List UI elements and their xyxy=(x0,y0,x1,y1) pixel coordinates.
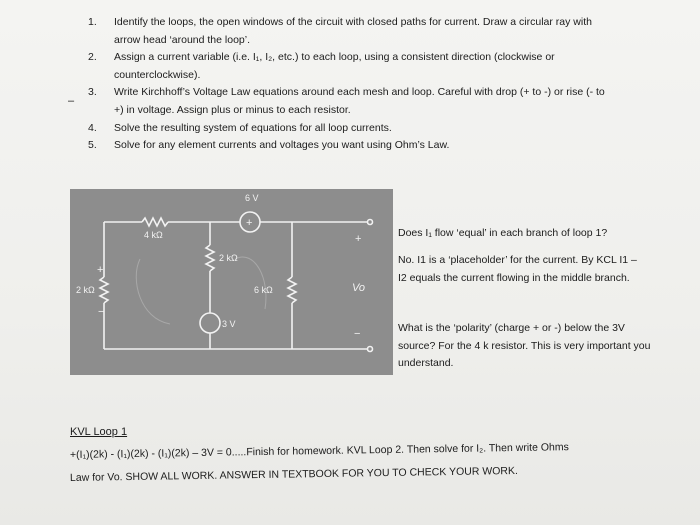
question-1: Does I₁ flow ‘equal’ in each branch of loop 1? xyxy=(398,227,608,239)
instructions-list xyxy=(88,14,648,155)
source-6v-plus: + xyxy=(246,217,253,229)
kvl-equation-line: +(I₁)(2k) - (I₁)(2k) - (I₁)(2k) – 3V = 0.....Finish for homework. KVL Loop 2. Then solve for I₂. Then write Ohms xyxy=(69,441,569,461)
resistor-4k xyxy=(142,218,168,226)
resistor-left-2k xyxy=(100,277,108,303)
terminal-top xyxy=(368,220,373,225)
left-plus: + xyxy=(97,264,104,276)
margin-dash: – xyxy=(68,95,75,107)
label-4k: 4 kΩ xyxy=(144,230,163,240)
step-5: 5. Solve for any element currents and voltages you want using Ohm’s Law. xyxy=(88,139,450,152)
circuit-diagram xyxy=(70,189,393,375)
label-left-2k: 2 kΩ xyxy=(76,285,95,295)
question-2: What is the ‘polarity’ (charge + or -) below the 3V source? For the 4 k resistor. This is very important you understand. xyxy=(398,322,651,369)
step-1: 1. Identify the loops, the open windows of the circuit with closed paths for current. Draw a circular ray with arrow head ‘around the loop’. xyxy=(88,16,592,46)
kvl-instruction-line: Law for Vo. SHOW ALL WORK. ANSWER IN TEXTBOOK FOR YOU TO CHECK YOUR WORK. xyxy=(69,464,518,484)
left-minus: − xyxy=(98,306,105,318)
source-3v xyxy=(200,313,220,333)
label-vo: Vo xyxy=(352,282,366,294)
step-2: 2. Assign a current variable (i.e. I₁, I₂, etc.) to each loop, using a consistent direction (clockwise or counterclockwise). xyxy=(88,51,555,81)
vo-minus: − xyxy=(354,328,361,340)
loop-sketch-right xyxy=(235,257,266,309)
step-3: 3. Write Kirchhoff’s Voltage Law equations around each mesh and loop. Careful with drop (+ to -) or rise (- to +) in voltage. Assign plus or minus to each resistor. xyxy=(88,86,605,116)
terminal-bottom xyxy=(368,347,373,352)
kvl-title: KVL Loop 1 xyxy=(70,426,128,438)
vo-plus: + xyxy=(355,233,362,245)
label-mid-2k: 2 kΩ xyxy=(219,253,238,263)
step-4: 4. Solve the resulting system of equations for all loop currents. xyxy=(88,121,392,134)
loop-sketch-left xyxy=(136,259,170,324)
answer-1: No. I1 is a ‘placeholder’ for the current. By KCL I1 –I2 equals the current flowing in the middle branch. xyxy=(398,254,637,284)
label-6k: 6 kΩ xyxy=(254,285,273,295)
resistor-mid-2k xyxy=(206,245,214,271)
resistor-6k xyxy=(288,277,296,303)
label-3v: 3 V xyxy=(222,319,236,329)
label-6v: 6 V xyxy=(245,193,259,203)
